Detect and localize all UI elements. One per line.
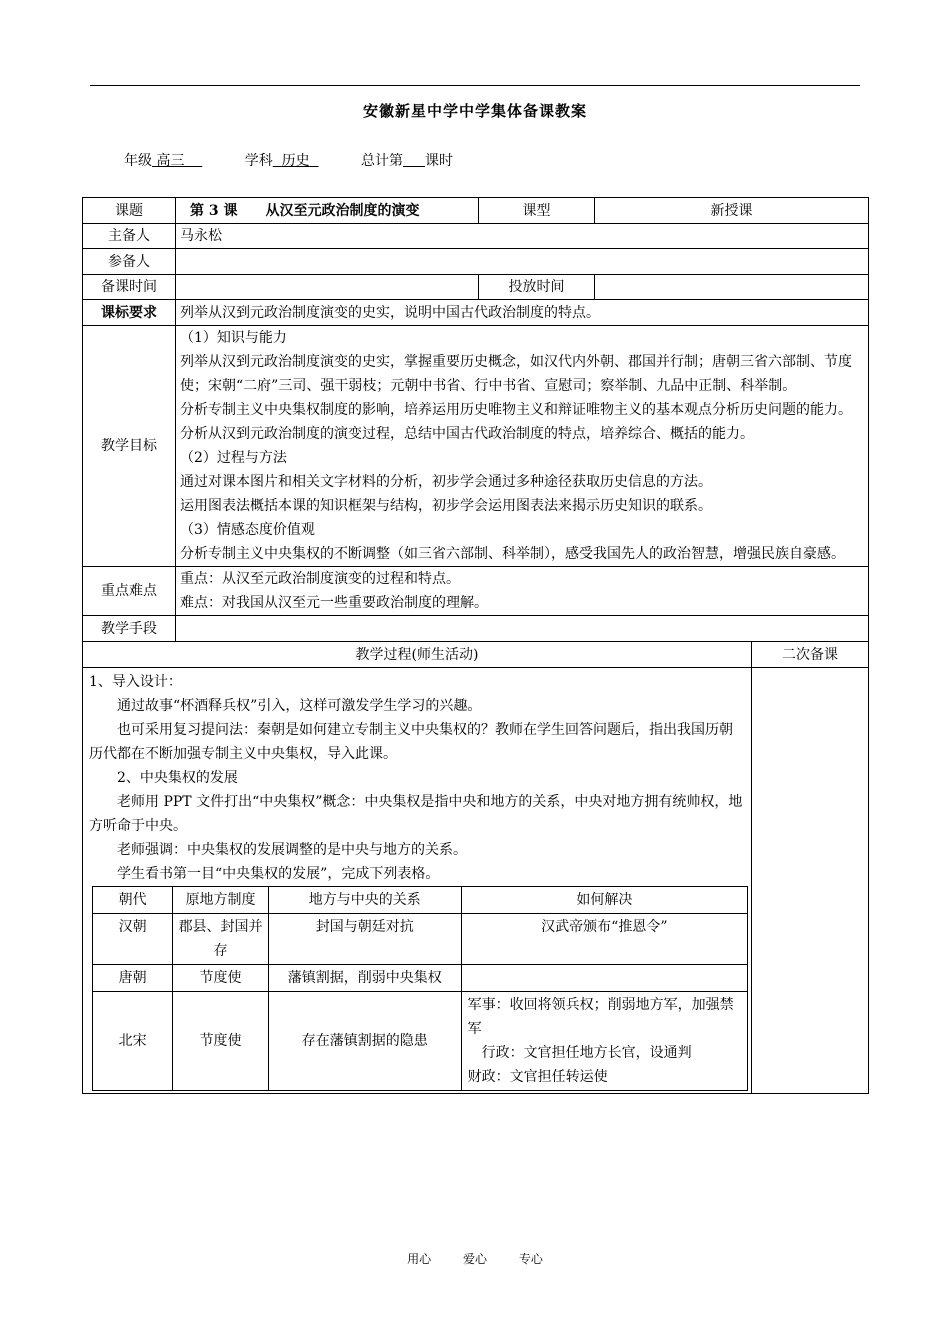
lead-value: 马永松 (176, 224, 869, 249)
relation-cell: 存在藩镇割据的隐患 (268, 992, 461, 1091)
table-row (93, 914, 748, 965)
row-process-header (83, 642, 869, 668)
central-power-table (92, 886, 748, 1091)
total-label-post: 课时 (424, 153, 453, 169)
grade-value: 高三 (156, 153, 185, 169)
lead-label: 主备人 (83, 224, 176, 249)
means-label: 教学手段 (83, 616, 176, 642)
solution-line: 军事：收回将领兵权；削弱地方军，加强禁军 (467, 997, 734, 1037)
key-points-content (176, 567, 869, 616)
second-prep-header: 二次备课 (752, 642, 869, 668)
process-content (83, 668, 752, 1094)
objective-line: （3）情感态度价值观 (180, 522, 315, 538)
row-process-body (83, 668, 869, 1094)
row-means (83, 616, 869, 642)
column-header: 原地方制度 (173, 887, 268, 914)
topic-label: 课题 (83, 198, 176, 224)
objective-line: （1）知识与能力 (180, 330, 287, 346)
standard-value: 列举从汉到元政治制度演变的史实，说明中国古代政治制度的特点。 (176, 300, 869, 326)
row-lead (83, 224, 869, 249)
dynasty-cell: 汉朝 (93, 914, 173, 965)
objective-line: （2）过程与方法 (180, 450, 287, 466)
second-prep-cell (752, 668, 869, 1094)
total-blank (403, 154, 425, 167)
key-points-label: 重点难点 (83, 567, 176, 616)
objective-line: 通过对课本图片和相关文字材料的分析，初步学会通过多种途径获取历史信息的方法。 (180, 474, 712, 490)
objective-line: 列举从汉到元政治制度演变的史实，掌握重要历史概念，如汉代内外朝、郡国并行制；唐朝三省六部制、节度使；宋朝“二府”三司、强干弱枝；元朝中书省、行中书省、宣慰司；察举制、九品中正制、科举制。 (180, 354, 852, 394)
relation-cell: 封国与朝廷对抗 (268, 914, 461, 965)
process-paragraph: 老师用 PPT 文件打出“中央集权”概念：中央集权是指中央和地方的关系，中央对地方拥有统帅权，地方听命于中央。 (89, 794, 743, 834)
solution-cell (461, 965, 747, 992)
footer-item: 专心 (518, 1252, 543, 1266)
subject-field (245, 153, 319, 169)
system-cell: 节度使 (173, 992, 268, 1091)
key-point: 重点：从汉至元政治制度演变的过程和特点。 (180, 571, 460, 587)
process-paragraph: 老师强调：中央集权的发展调整的是中央与地方的关系。 (117, 842, 467, 858)
header-rule (90, 85, 860, 86)
footer (0, 1250, 950, 1267)
prep-time-label: 备课时间 (83, 275, 176, 300)
prep-time-value (176, 275, 479, 300)
footer-item: 爱心 (462, 1252, 487, 1266)
dynasty-cell: 北宋 (93, 992, 173, 1091)
row-times (83, 275, 869, 300)
process-paragraph: 2、中央集权的发展 (117, 770, 238, 786)
topic-value: 第 3 课 从汉至元政治制度的演变 (176, 198, 479, 224)
row-standard (83, 300, 869, 326)
release-time-value (595, 275, 869, 300)
subject-label: 学科 (244, 153, 273, 169)
meta-line (124, 150, 453, 170)
table-row (93, 965, 748, 992)
participants-value (176, 249, 869, 275)
system-cell: 郡县、封国并存 (173, 914, 268, 965)
difficult-point: 难点：对我国从汉至元一些重要政治制度的理解。 (180, 595, 488, 611)
process-paragraph: 学生看书第一目“中央集权的发展”，完成下列表格。 (117, 866, 440, 882)
process-header: 教学过程(师生活动) (83, 642, 752, 668)
objective-line: 分析专制主义中央集权制度的影响，培养运用历史唯物主义和辩证唯物主义的基本观点分析历史问题的能力。 (180, 402, 852, 418)
row-topic (83, 198, 869, 224)
dynasty-cell: 唐朝 (93, 965, 173, 992)
table-header-row (93, 887, 748, 914)
process-paragraph: 也可采用复习提问法：秦朝是如何建立专制主义中央集权的？教师在学生回答问题后，指出我国历朝历代都在不断加强专制主义中央集权，导入此课。 (89, 722, 733, 762)
participants-label: 参备人 (83, 249, 176, 275)
solution-cell (461, 992, 747, 1091)
objective-line: 分析从汉到元政治制度的演变过程，总结中国古代政治制度的特点，培养综合、概括的能力。 (180, 426, 754, 442)
system-cell: 节度使 (173, 965, 268, 992)
grade-label: 年级 (124, 153, 152, 169)
footer-item: 用心 (407, 1252, 432, 1266)
process-paragraph: 1、导入设计： (89, 674, 182, 690)
row-key-points (83, 567, 869, 616)
relation-cell: 藩镇割据，削弱中央集权 (268, 965, 461, 992)
column-header: 朝代 (93, 887, 173, 914)
type-label: 课型 (479, 198, 595, 224)
row-participants (83, 249, 869, 275)
type-value: 新授课 (595, 198, 869, 224)
objective-line: 分析专制主义中央集权的不断调整（如三省六部制、科举制），感受我国先人的政治智慧，增强民族自豪感。 (180, 546, 845, 562)
lesson-plan-table (82, 197, 869, 1094)
subject-value: 历史 (281, 153, 310, 169)
release-time-label: 投放时间 (479, 275, 595, 300)
objective-line: 运用图表法概括本课的知识框架与结构，初步学会运用图表法来揭示历史知识的联系。 (180, 498, 712, 514)
total-label-pre: 总计第 (360, 153, 403, 169)
means-value (176, 616, 869, 642)
process-paragraph: 通过故事“杯酒释兵权”引入，这样可激发学生学习的兴趣。 (117, 698, 482, 714)
row-objectives (83, 326, 869, 567)
grade-field (124, 153, 202, 169)
solution-line: 行政：文官担任地方长官，设通判 (481, 1045, 692, 1061)
solution-cell (461, 914, 747, 965)
solution-line: 财政：文官担任转运使 (467, 1069, 608, 1085)
objectives-label: 教学目标 (83, 326, 176, 567)
document-title: 安徽新星中学中学集体备课教案 (362, 102, 587, 120)
column-header: 地方与中央的关系 (268, 887, 461, 914)
total-field (361, 153, 453, 169)
solution-line: 汉武帝颁布“推恩令” (541, 919, 668, 935)
objectives-content (176, 326, 869, 567)
standard-label: 课标要求 (83, 300, 176, 326)
column-header: 如何解决 (461, 887, 747, 914)
table-row (93, 992, 748, 1091)
